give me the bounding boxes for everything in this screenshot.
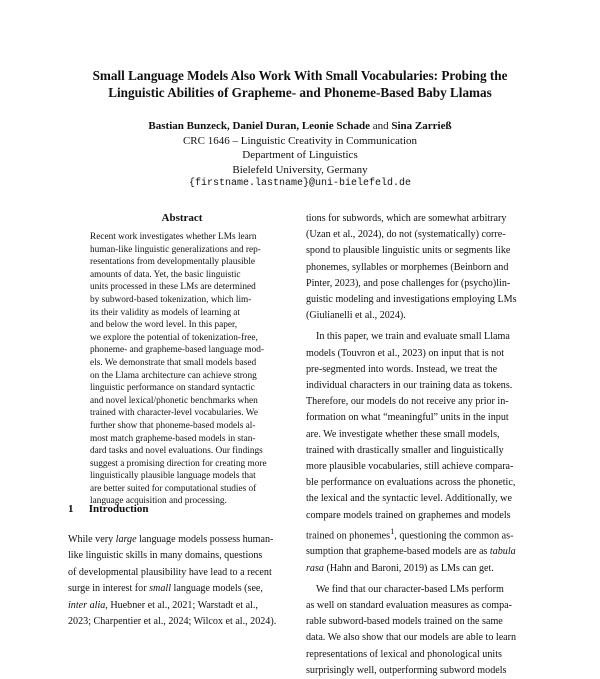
body-line: (Giulianelli et al., 2024). bbox=[306, 310, 406, 322]
body-line bbox=[306, 561, 532, 577]
abstract-line: els. We demonstrate that small models based bbox=[90, 357, 257, 368]
author-last: Sina Zarrieß bbox=[391, 120, 452, 132]
abstract-line: amounts of data. Yet, the basic linguistic bbox=[90, 269, 241, 280]
affiliation-2: Department of Linguistics bbox=[242, 149, 358, 162]
section-title: Introduction bbox=[88, 503, 149, 515]
intro-line: of developmental plausibility have lead to a recent bbox=[68, 566, 272, 578]
body-line: pre-segmented into words. Instead, we treat the bbox=[306, 363, 498, 375]
body-line: (Uzan et al., 2024), do not (systematically) corre- bbox=[306, 229, 506, 241]
right-column-text bbox=[306, 211, 532, 679]
section-number: 1 bbox=[68, 503, 74, 515]
abstract-line: language acquisition and processing. bbox=[90, 496, 227, 507]
body-emphasis: rasa bbox=[306, 562, 324, 574]
body-line: representations of lexical and phonological units bbox=[306, 648, 502, 660]
intro-text-span: surge in interest for bbox=[68, 583, 147, 595]
abstract-line: are better suited for computational studies of bbox=[90, 483, 257, 494]
intro-line: 2023; Charpentier et al., 2024; Wilcox et al., 2024). bbox=[68, 616, 277, 628]
abstract-text bbox=[90, 231, 276, 508]
abstract-line: suggest a promising direction for creating more bbox=[90, 458, 267, 469]
abstract-line: most match grapheme-based models in stan- bbox=[90, 433, 256, 444]
body-line: surprisingly well, outperforming subword models bbox=[306, 664, 507, 676]
author-email: {firstname.lastname}@uni-bielefeld.de bbox=[188, 178, 412, 190]
intro-emphasis: inter alia bbox=[68, 599, 106, 611]
body-line bbox=[306, 544, 532, 560]
abstract-line: human-like linguistic generalizations and rep- bbox=[90, 244, 261, 255]
body-line: as well on standard evaluation measures as compa- bbox=[306, 600, 513, 612]
footnote-marker[interactable]: 1 bbox=[390, 526, 395, 536]
abstract-line: dard tasks and novel evaluations. Our findings bbox=[90, 446, 263, 457]
body-text-span: , questioning the common as- bbox=[394, 530, 514, 542]
author-and: and bbox=[372, 120, 389, 132]
abstract-line: and novel lexical/phonetic benchmarks when bbox=[90, 395, 258, 406]
section-heading-introduction bbox=[68, 503, 148, 515]
abstract-line: we explore the potential of tokenization-free, bbox=[90, 332, 258, 343]
abstract-line: on the Llama architecture can achieve strong bbox=[90, 370, 257, 381]
abstract-line: further show that phoneme-based models al- bbox=[90, 420, 256, 431]
body-line: We find that our character-based LMs perform bbox=[316, 583, 504, 595]
body-text-span: sumption that grapheme-based models are as bbox=[306, 546, 488, 558]
intro-text-span: language models (see, bbox=[173, 583, 263, 595]
body-line: guistic modeling and investigations employing LMs bbox=[306, 294, 517, 306]
body-line: phonemes, syllables or morphemes (Beinborn and bbox=[306, 261, 509, 273]
body-line: models (Touvron et al., 2023) on input that is not bbox=[306, 347, 505, 359]
abstract-line: linguistic performance on standard syntactic bbox=[90, 383, 255, 394]
abstract-line: trained with character-level vocabularies. We bbox=[90, 408, 258, 419]
body-emphasis: tabula bbox=[489, 546, 516, 558]
paper-title bbox=[40, 67, 560, 101]
body-line: compare models trained on graphemes and models bbox=[306, 509, 511, 521]
body-line: individual characters in our training data as tokens. bbox=[306, 380, 513, 392]
intro-line bbox=[68, 598, 296, 614]
abstract-line: Recent work investigates whether LMs learn bbox=[90, 232, 257, 242]
intro-text-span: While very bbox=[68, 534, 114, 545]
body-line bbox=[306, 524, 532, 545]
title-line-1: Small Language Models Also Work With Small Vocabularies: Probing the bbox=[92, 68, 508, 83]
intro-text-span: , Huebner et al., 2021; Warstadt et al., bbox=[105, 599, 258, 611]
body-line: tions for subwords, which are somewhat arbitrary bbox=[306, 213, 507, 224]
affiliation-1: CRC 1646 – Linguistic Creativity in Communication bbox=[182, 134, 418, 147]
abstract-line: phoneme- and grapheme-based language mod- bbox=[90, 345, 264, 356]
abstract-line: by subword-based tokenization, which lim- bbox=[90, 294, 252, 305]
body-text-span: (Hahn and Baroni, 2019) as LMs can get. bbox=[326, 562, 494, 574]
body-line: Pinter, 2023), and pose challenges for (psycho)lin- bbox=[306, 277, 511, 289]
body-line: rable subword-based models trained on the same bbox=[306, 616, 503, 628]
body-line: are. We investigate whether these small models, bbox=[306, 428, 500, 440]
abstract-line: units processed in these LMs are determined bbox=[90, 282, 256, 293]
abstract-line: linguistically plausible language models that bbox=[90, 471, 256, 482]
abstract-line: its their validity as models of learning at bbox=[90, 307, 241, 318]
intro-text-span: language models possess human- bbox=[139, 534, 274, 545]
body-line: ble performance on evaluations across the phonetic, bbox=[306, 477, 516, 489]
body-line: In this paper, we train and evaluate small Llama bbox=[316, 331, 510, 343]
body-line: data. We also show that our models are able to learn bbox=[306, 632, 517, 644]
body-line: formation on what “meaningful” units in the input bbox=[306, 412, 509, 424]
author-names bbox=[60, 119, 540, 134]
intro-text bbox=[68, 532, 296, 630]
author-names-main: Bastian Bunzeck, Daniel Duran, Leonie Schade bbox=[148, 120, 370, 132]
intro-emphasis: large bbox=[115, 534, 137, 545]
body-line: more plausible vocabularies, still achieve compara- bbox=[306, 461, 514, 473]
intro-line bbox=[68, 532, 296, 548]
body-text-span: trained on phonemes bbox=[306, 530, 391, 542]
abstract-line: and below the word level. In this paper, bbox=[90, 320, 238, 331]
body-line: trained with drastically smaller and linguistically bbox=[306, 444, 504, 456]
abstract-line: resentations from developmentally plausible bbox=[90, 257, 255, 268]
body-line: the lexical and the syntactic level. Additionally, we bbox=[306, 493, 512, 505]
author-block bbox=[60, 119, 540, 192]
intro-line bbox=[68, 581, 296, 597]
intro-line: like linguistic skills in many domains, questions bbox=[68, 550, 263, 562]
body-line: Therefore, our models do not receive any prior in- bbox=[306, 396, 509, 408]
abstract-heading: Abstract bbox=[161, 212, 203, 224]
title-line-2: Linguistic Abilities of Grapheme- and Phoneme-Based Baby Llamas bbox=[108, 85, 492, 100]
intro-emphasis: small bbox=[149, 583, 171, 595]
body-line: spond to plausible linguistic units or segments like bbox=[306, 245, 511, 257]
affiliation-3: Bielefeld University, Germany bbox=[232, 163, 368, 176]
